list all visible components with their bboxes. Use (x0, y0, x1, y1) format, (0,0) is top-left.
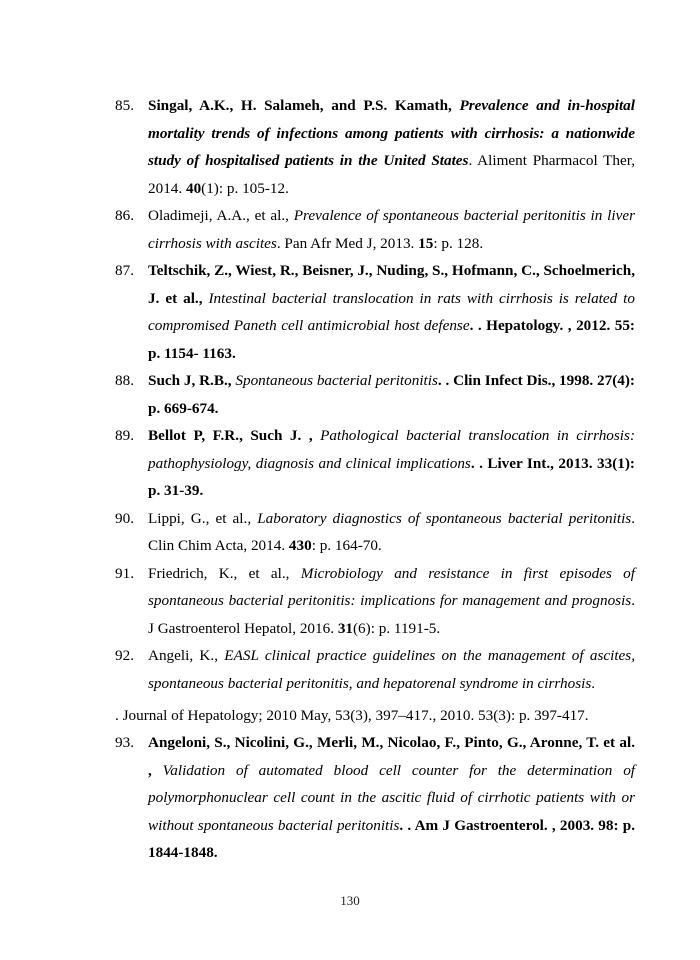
reference-number: 86. (115, 207, 134, 224)
reference-number: 91. (115, 564, 134, 582)
reference-85 (115, 92, 635, 202)
reference-number: 93. (115, 734, 134, 751)
reference-text: Singal, A.K., H. Salameh, and P.S. Kamath, Prevalence and in-hospital mortality trends of infections among patients with cirrhosis: a nationwide study of hospitalised patients in the United States. Aliment Pharmacol Ther, 2014. 40(1): p. 105-12. (148, 97, 636, 197)
reference-92 (115, 642, 635, 697)
reference-text: Bellot P, F.R., Such J. , Pathological bacterial translocation in cirrhosis: pathophysiology, diagnosis and clinical implications. . Liver Int., 2013. 33(1): p. 31-39. (148, 427, 635, 499)
reference-text: Such J, R.B., Spontaneous bacterial peritonitis. . Clin Infect Dis., 1998. 27(4): p. 669-674. (148, 372, 635, 417)
reference-text: Friedrich, K., et al., Microbiology and resistance in first episodes of spontaneous bacterial peritonitis: implications for management and prognosis. J Gastroenterol Hepatol, 2016. 31(6): p. 1191-5. (148, 564, 635, 637)
reference-87 (115, 257, 635, 367)
reference-90 (115, 505, 635, 560)
reference-88 (115, 367, 635, 422)
reference-92-continuation: . Journal of Hepatology; 2010 May, 53(3), 397–417., 2010. 53(3): p. 397-417. (115, 707, 589, 724)
reference-text: Teltschik, Z., Wiest, R., Beisner, J., Nuding, S., Hofmann, C., Schoelmerich, J. et al., Intestinal bacterial translocation in rats with cirrhosis is related to compromised Paneth cell antimicrobial host defense. . Hepatology. , 2012. 55: p. 1154- 1163. (148, 262, 635, 362)
reference-91 (115, 560, 635, 643)
reference-number: 87. (115, 262, 134, 279)
reference-number: 92. (115, 647, 134, 664)
page-number: 130 (340, 893, 360, 908)
reference-93 (115, 729, 635, 867)
reference-text: Angeli, K., EASL clinical practice guidelines on the management of ascites, spontaneous bacterial peritonitis, and hepatorenal syndrome in cirrhosis. (148, 647, 635, 692)
reference-number: 88. (115, 372, 134, 389)
reference-text: Oladimeji, A.A., et al., Prevalence of spontaneous bacterial peritonitis in liver cirrhosis with ascites. Pan Afr Med J, 2013. 15: p. 128. (148, 207, 635, 252)
reference-text: Angeloni, S., Nicolini, G., Merli, M., Nicolao, F., Pinto, G., Aronne, T. et al. , Validation of automated blood cell counter for the determination of polymorphonuclear cell count in the ascitic fluid of cirrhotic patients with or without spontaneous bacterial peritonitis. . Am J Gastroenterol. , 2003. 98: p. 1844-1848. (148, 734, 636, 861)
reference-list-continued (115, 729, 635, 867)
reference-number: 90. (115, 509, 134, 527)
reference-89 (115, 422, 635, 505)
reference-list (115, 92, 635, 697)
reference-text: Lippi, G., et al., Laboratory diagnostics of spontaneous bacterial peritonitis. Clin Chim Acta, 2014. 430: p. 164-70. (148, 509, 635, 554)
reference-86 (115, 202, 635, 257)
reference-number: 85. (115, 97, 134, 114)
reference-number: 89. (115, 427, 134, 444)
